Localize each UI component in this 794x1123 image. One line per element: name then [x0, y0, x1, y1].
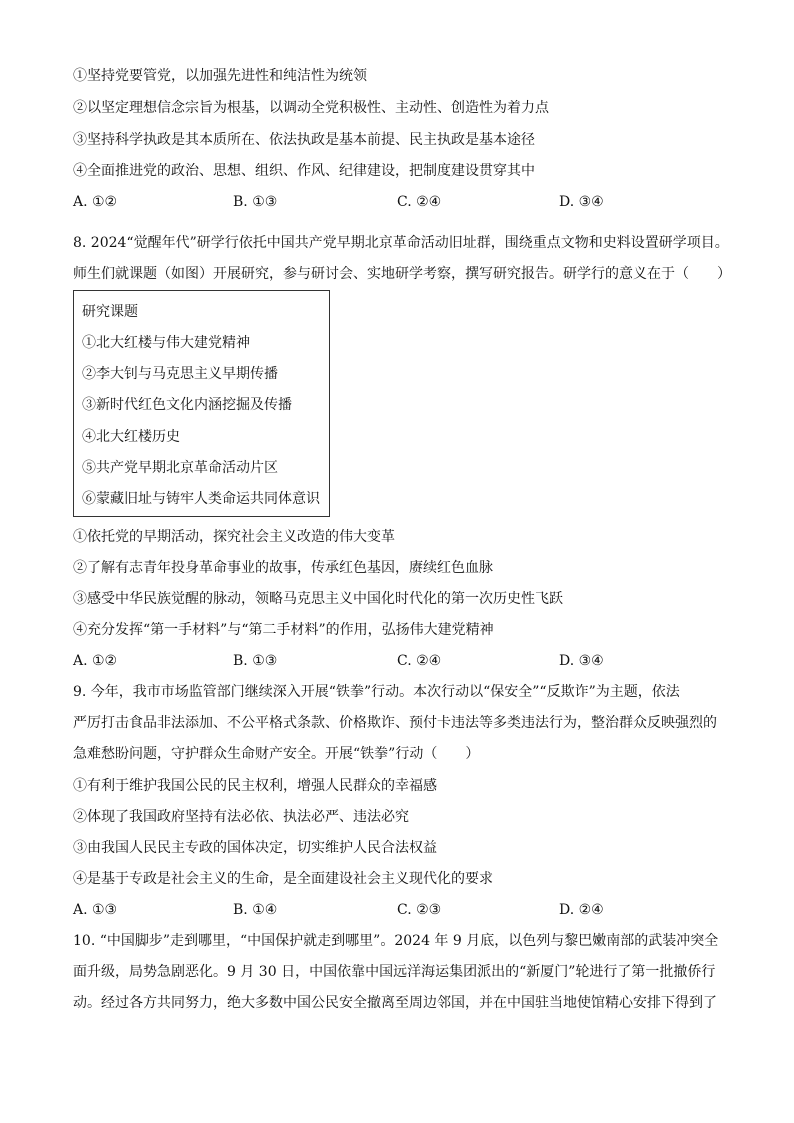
- q8-options: [73, 651, 733, 671]
- q9-item-3: ③由我国人民民主专政的国体决定，切实维护人民合法权益: [73, 840, 437, 856]
- option-d: D. ③④: [559, 653, 604, 669]
- box-item-4: ④北大红楼历史: [82, 429, 180, 445]
- q9-item-1: ①有利于维护我国公民的民主权利，增强人民群众的幸福感: [73, 778, 437, 794]
- box-item-6: ⑥蒙藏旧址与铸牢人类命运共同体意识: [82, 491, 320, 507]
- prev-item-2: ②以坚定理想信念宗旨为根基，以调动全党积极性、主动性、创造性为着力点: [73, 100, 549, 116]
- option-b: B. ①③: [233, 194, 278, 210]
- q8-stem-line-1: 8. 2024“觉醒年代”研学行依托中国共产党早期北京革命活动旧址群，围绕重点文物和史料设置研学项目。: [73, 235, 729, 251]
- q8-item-1: ①依托党的早期活动，探究社会主义改造的伟大变革: [73, 529, 395, 545]
- q9-stem-line-1: 9. 今年，我市市场监管部门继续深入开展“铁拳”行动。本次行动以“保安全”“反欺诈”为主题，依法: [73, 684, 680, 700]
- prev-item-1: ①坚持党要管党，以加强先进性和纯洁性为统领: [73, 68, 367, 84]
- option-d: D. ②④: [559, 902, 604, 918]
- option-c: C. ②③: [397, 902, 442, 918]
- q9-item-4: ④是基于专政是社会主义的生命，是全面建设社会主义现代化的要求: [73, 871, 493, 887]
- prev-item-4: ④全面推进党的政治、思想、组织、作风、纪律建设，把制度建设贯穿其中: [73, 163, 535, 179]
- option-b: B. ①③: [233, 653, 278, 669]
- box-item-1: ①北大红楼与伟大建党精神: [82, 335, 250, 351]
- q10-stem-line-1: 10. “中国脚步”走到哪里，“中国保护就走到哪里”。2024 年 9 月底，以色列与黎巴嫩南部的武装冲突全: [73, 933, 719, 949]
- prev-item-3: ③坚持科学执政是其本质所在、依法执政是基本前提、民主执政是基本途径: [73, 132, 535, 148]
- q8-item-4: ④充分发挥“第一手材料”与“第二手材料”的作用，弘扬伟大建党精神: [73, 622, 494, 638]
- option-a: A. ①②: [73, 653, 118, 669]
- box-item-2: ②李大钊与马克思主义早期传播: [82, 366, 278, 382]
- box-title: 研究课题: [82, 304, 138, 320]
- box-item-3: ③新时代红色文化内涵挖掘及传播: [82, 397, 292, 413]
- option-d: D. ③④: [559, 194, 604, 210]
- option-a: A. ①②: [73, 194, 118, 210]
- q9-stem-line-2: 严厉打击食品非法添加、不公平格式条款、价格欺诈、预付卡违法等多类违法行为，整治群众反映强烈的: [73, 715, 717, 731]
- option-c: C. ②④: [397, 194, 442, 210]
- q9-options: [73, 900, 733, 920]
- option-b: B. ①④: [233, 902, 278, 918]
- option-c: C. ②④: [397, 653, 442, 669]
- option-a: A. ①③: [73, 902, 118, 918]
- q9-stem-line-3: 急难愁盼问题，守护群众生命财产安全。开展“铁拳”行动（ ）: [73, 746, 480, 762]
- research-topics-box: [73, 290, 330, 517]
- box-item-5: ⑤共产党早期北京革命活动片区: [82, 460, 278, 476]
- q10-stem-line-2: 面升级，局势急剧恶化。9 月 30 日，中国依靠中国远洋海运集团派出的“新厦门”轮进行了第一批撤侨行: [73, 964, 716, 980]
- q8-item-2: ②了解有志青年投身革命事业的故事，传承红色基因，赓续红色血脉: [73, 560, 493, 576]
- q8-stem-line-2: 师生们就课题（如图）开展研究，参与研讨会、实地研学考察，撰写研究报告。研学行的意义在于（ ）: [73, 266, 731, 282]
- q9-item-2: ②体现了我国政府坚持有法必依、执法必严、违法必究: [73, 809, 409, 825]
- q8-item-3: ③感受中华民族觉醒的脉动，领略马克思主义中国化时代化的第一次历史性飞跃: [73, 591, 563, 607]
- prev-options: [73, 192, 733, 212]
- q10-stem-line-3: 动。经过各方共同努力，绝大多数中国公民安全撤离至周边邻国，并在中国驻当地使馆精心安排下得到了: [73, 995, 717, 1011]
